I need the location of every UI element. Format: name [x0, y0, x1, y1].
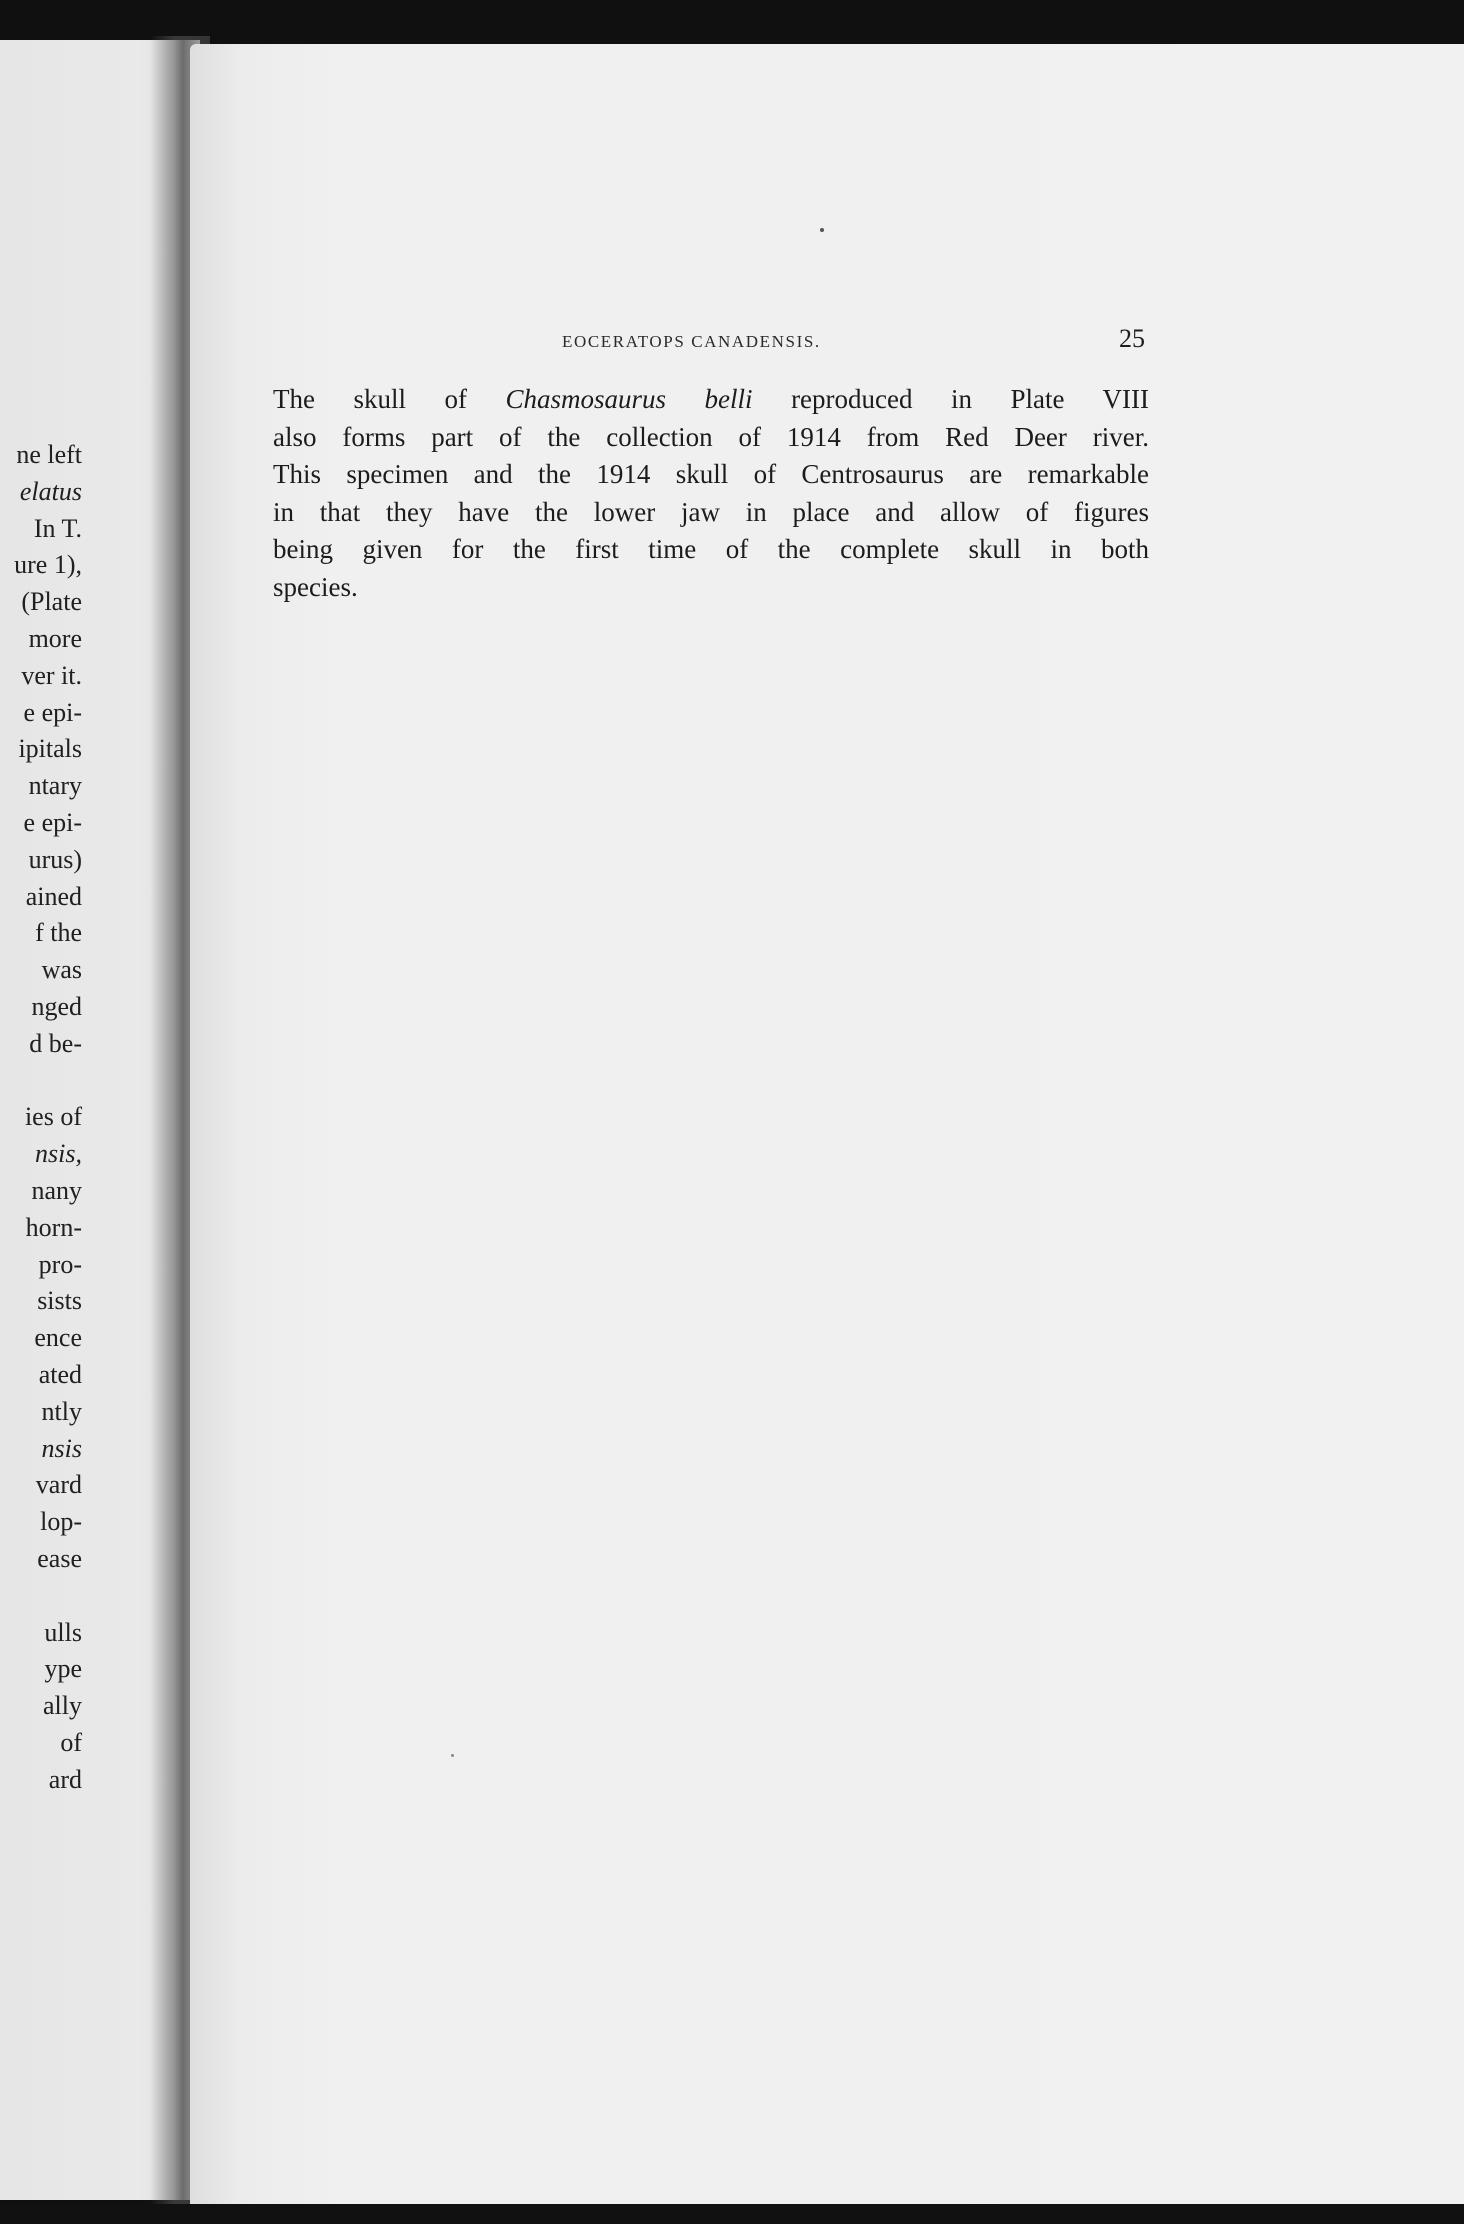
previous-page-line: ntly — [41, 1396, 82, 1426]
paper-speck — [820, 228, 824, 232]
running-title: EOCERATOPS CANADENSIS. — [562, 332, 821, 351]
previous-page-line: ease — [37, 1543, 82, 1573]
previous-page-line: nsis, — [35, 1139, 82, 1169]
previous-page-line: d be- — [29, 1028, 82, 1058]
body-paragraph — [273, 381, 1149, 606]
text-run: This specimen and the 1914 skull of Centrosaurus are remarkable — [273, 459, 1149, 489]
paragraph-line — [273, 531, 1149, 569]
text-run: reproduced in Plate VIII — [752, 384, 1150, 414]
previous-page-line: ntary — [28, 771, 82, 801]
previous-page-line: ipitals — [18, 734, 82, 764]
paragraph-line — [273, 419, 1149, 457]
previous-page-line: ure 1), — [14, 550, 82, 580]
previous-page-line: ard — [48, 1764, 82, 1794]
text-run: also forms part of the collection of 1914 from Red Deer river. — [273, 421, 1149, 452]
previous-page-line: lop- — [40, 1507, 82, 1537]
previous-page-line: horn- — [25, 1212, 82, 1242]
paragraph-line — [273, 381, 1149, 419]
previous-page-line: of — [60, 1727, 82, 1757]
previous-page-line: ence — [34, 1323, 82, 1353]
previous-page-line: f the — [35, 918, 82, 948]
previous-page-line: e epi- — [23, 807, 82, 837]
running-head — [190, 324, 1464, 364]
previous-page-line: pro- — [38, 1249, 82, 1279]
previous-page-line: ype — [44, 1654, 82, 1684]
scan-bottom-edge — [0, 2204, 1464, 2224]
previous-page-line: urus) — [28, 844, 82, 874]
paragraph-line — [273, 494, 1149, 532]
previous-page-line — [0, 1578, 82, 1615]
previous-page-line: ated — [38, 1359, 82, 1389]
previous-page-line: ver it. — [21, 660, 82, 690]
previous-page-line: e epi- — [23, 697, 82, 727]
text-run: in that they have the lower jaw in place and allow of figures — [273, 496, 1149, 527]
previous-page-line: ained — [25, 881, 82, 911]
previous-page-text — [0, 437, 82, 1798]
text-run: species. — [273, 571, 358, 602]
paragraph-line — [273, 569, 1149, 607]
previous-page-line: elatus — [19, 476, 82, 506]
previous-page-line: nany — [31, 1175, 82, 1205]
previous-page-line: more — [28, 623, 82, 653]
previous-page-line: In T. — [33, 513, 82, 543]
previous-page-line: vard — [35, 1470, 82, 1500]
paper-speck — [451, 1754, 454, 1757]
previous-page-line: sists — [37, 1286, 82, 1316]
previous-page-line: nsis — [41, 1433, 82, 1463]
text-run: being given for the first time of the complete skull in both — [273, 534, 1149, 564]
paragraph-line — [273, 456, 1149, 494]
italic-species-name: Chasmosaurus belli — [505, 384, 753, 414]
previous-page-line: ne left — [16, 440, 82, 469]
previous-page-line: ies of — [24, 1102, 82, 1132]
previous-page-line: ally — [43, 1691, 82, 1721]
previous-page-line: ulls — [44, 1617, 82, 1647]
page-number: 25 — [1119, 324, 1145, 353]
current-page — [190, 44, 1464, 2204]
previous-page-line: nged — [31, 991, 82, 1021]
previous-page-line — [0, 1063, 82, 1100]
previous-page-line: was — [41, 955, 82, 985]
text-run: The skull of — [273, 384, 506, 414]
previous-page-line: (Plate — [21, 587, 82, 617]
